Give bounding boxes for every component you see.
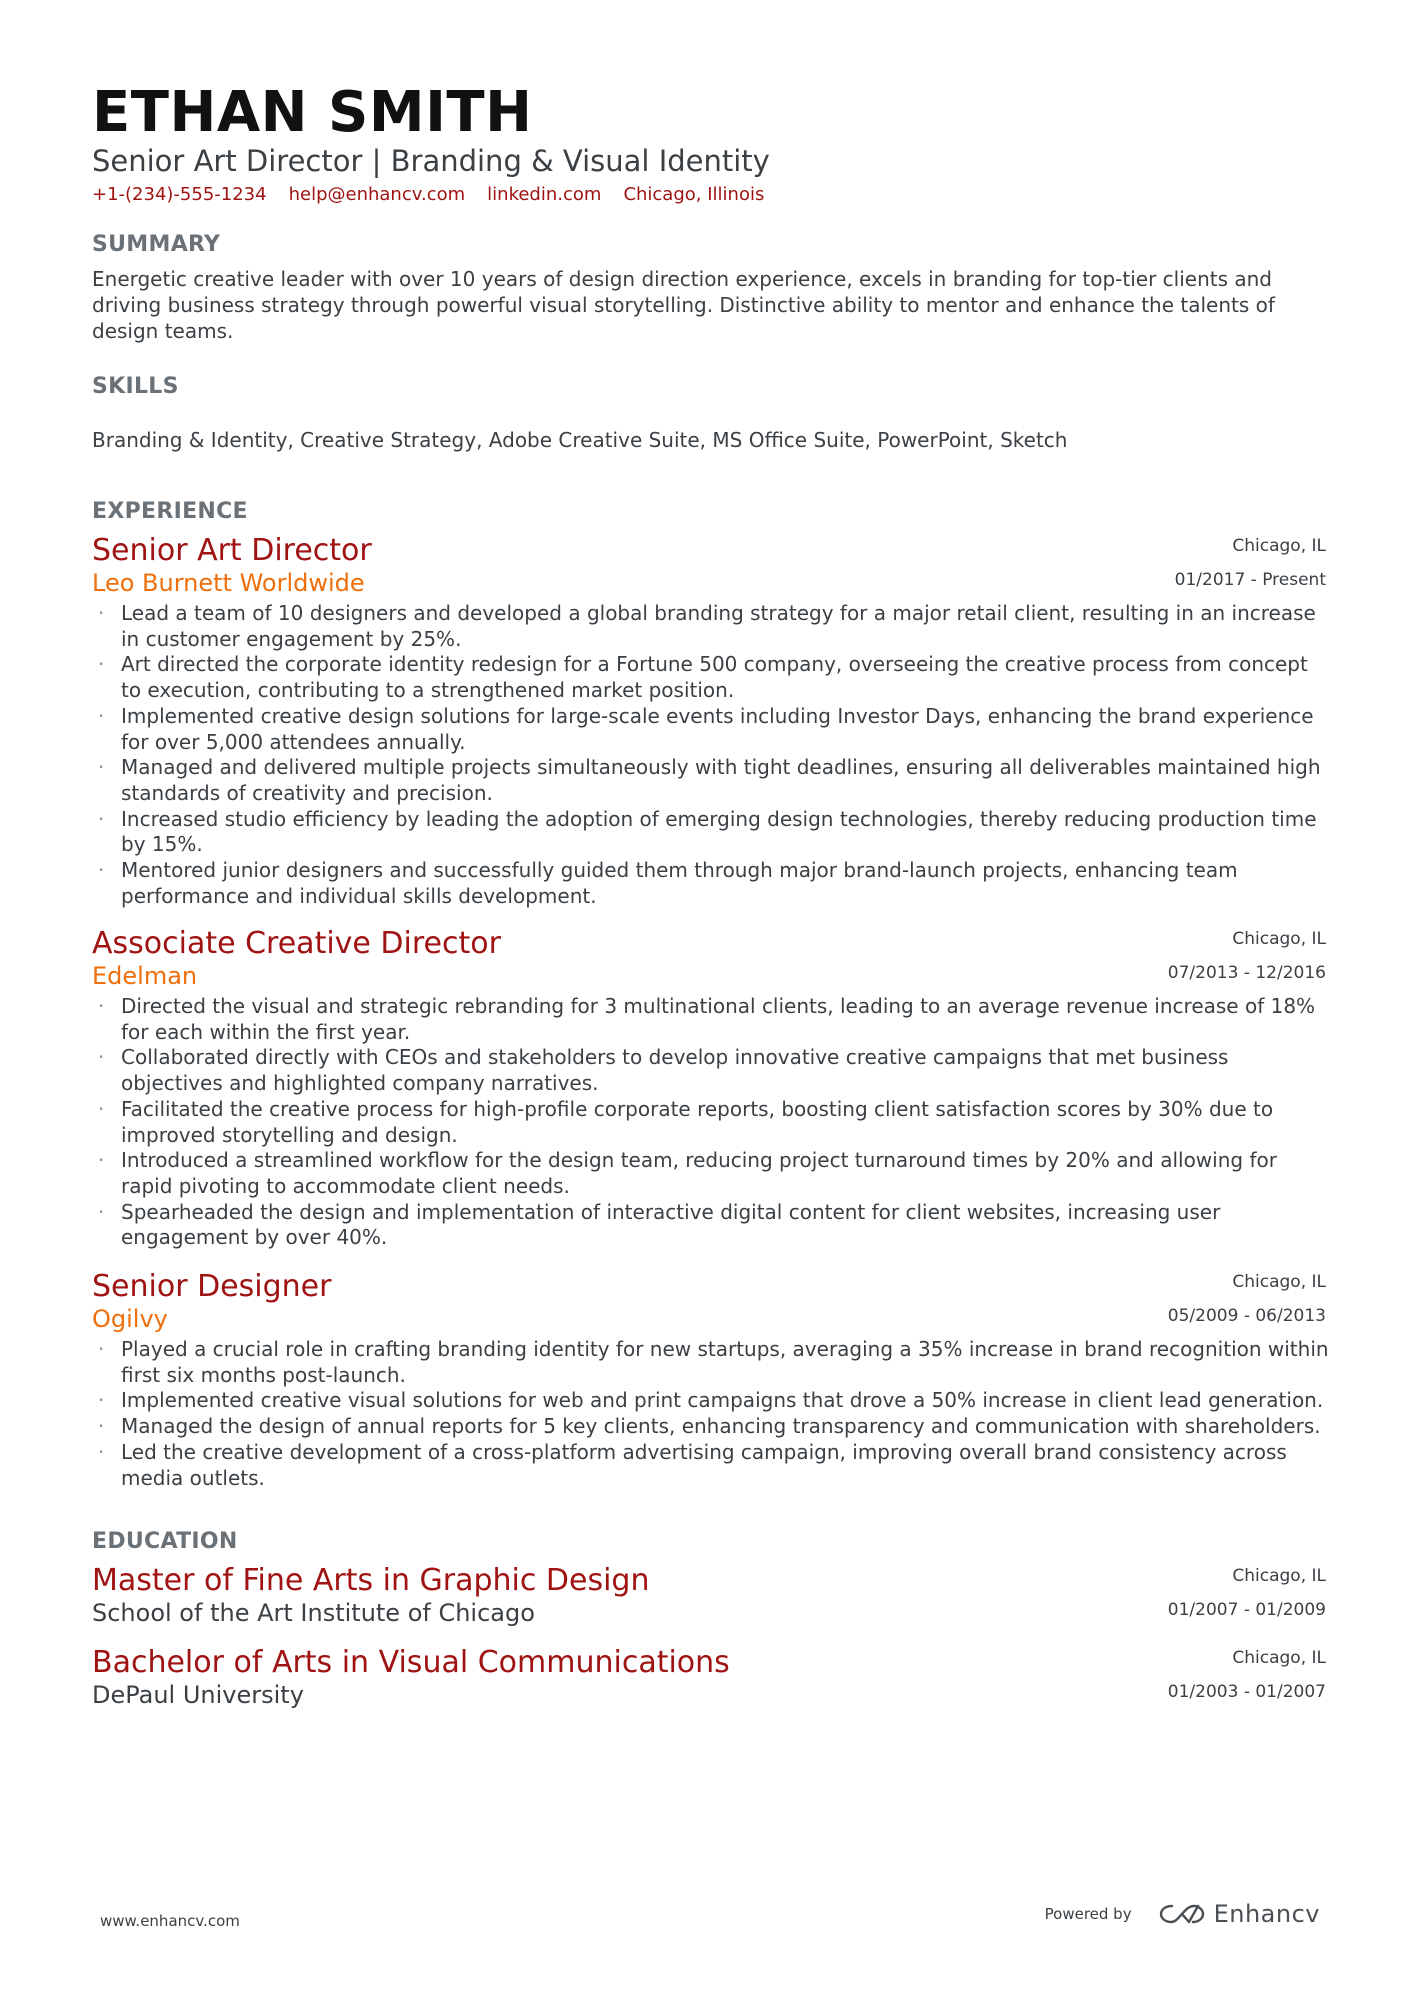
bullet-dot-icon: · [98,652,105,677]
enhancv-logo-icon [1158,1902,1206,1926]
job-company: Leo Burnett Worldwide [92,569,365,597]
job-company: Edelman [92,962,198,990]
skills-heading: SKILLS [92,374,179,399]
bullet-dot-icon: · [98,1388,105,1413]
education-dates: 01/2003 - 01/2007 [1167,1682,1326,1702]
job-location: Chicago, IL [1232,536,1326,556]
contact-phone[interactable]: +1-(234)-555-1234 [92,184,267,205]
summary-heading: SUMMARY [92,232,221,257]
contact-linkedin[interactable]: linkedin.com [487,184,602,205]
education-dates: 01/2007 - 01/2009 [1167,1600,1326,1620]
experience-heading: EXPERIENCE [92,499,248,524]
education-entry [92,1646,1326,1710]
bullet-dot-icon: · [98,1199,105,1224]
education-location: Chicago, IL [1232,1648,1326,1668]
experience-entry [92,927,1326,1251]
bullet-item: · Mentored junior designers and successfully guided them through major brand-launch projects, enhancing team performance and individual skills development. [98,858,1238,908]
contact-email[interactable]: help@enhancv.com [288,184,466,205]
footer-website[interactable]: www.enhancv.com [100,1912,240,1930]
job-dates: 07/2013 - 12/2016 [1167,963,1326,983]
skills-text: Branding & Identity, Creative Strategy, Adobe Creative Suite, MS Office Suite, PowerPoint, Sketch [92,428,1068,452]
bullet-item: · Implemented creative visual solutions for web and print campaigns that drove a 50% increase in client lead generation. [98,1388,1324,1413]
experience-entry [92,534,1326,909]
bullet-dot-icon: · [98,1096,105,1121]
bullet-item: · Lead a team of 10 designers and developed a global branding strategy for a major retail client, resulting in an increase in customer engagement by 25%. [98,601,1316,651]
bullet-item: · Played a crucial role in crafting branding identity for new startups, averaging a 35% increase in brand recognition within first six months post-launch. [98,1337,1329,1387]
bullet-dot-icon: · [98,1439,105,1464]
bullet-dot-icon: · [98,1414,105,1439]
bullet-item: · Facilitated the creative process for high-profile corporate reports, boosting client satisfaction scores by 30% due to improved storytelling and design. [98,1096,1274,1147]
bullet-item: · Introduced a streamlined workflow for the design team, reducing project turnaround times by 20% and allowing for rapid pivoting to accommodate client needs. [98,1148,1277,1198]
education-location: Chicago, IL [1232,1566,1326,1586]
bullet-dot-icon: · [98,1148,105,1173]
candidate-headline: Senior Art Director | Branding & Visual Identity [92,144,770,178]
brand-name: Enhancv [1213,1900,1320,1928]
job-bullets [92,601,1332,909]
job-location: Chicago, IL [1232,929,1326,949]
enhancv-logo[interactable] [1158,1900,1320,1928]
candidate-name: ETHAN SMITH [92,80,533,145]
bullet-item: · Spearheaded the design and implementation of interactive digital content for client websites, increasing user engagement by over 40%. [98,1199,1221,1250]
degree-title: Master of Fine Arts in Graphic Design [92,1563,650,1598]
job-title: Senior Art Director [92,533,372,568]
bullet-dot-icon: · [98,806,105,831]
footer-branding [1045,1900,1320,1928]
bullet-item: · Managed the design of annual reports for 5 key clients, enhancing transparency and communication with shareholders. [98,1414,1321,1439]
bullet-item: · Led the creative development of a cross-platform advertising campaign, improving overall brand consistency across media outlets. [98,1439,1287,1490]
bullet-dot-icon: · [98,858,105,883]
contact-location: Chicago, Illinois [623,184,765,205]
job-title: Senior Designer [92,1269,332,1304]
job-bullets [92,994,1332,1251]
bullet-dot-icon: · [98,601,105,625]
job-company: Ogilvy [92,1305,168,1333]
job-location: Chicago, IL [1232,1272,1326,1292]
bullet-item: · Increased studio efficiency by leading the adoption of emerging design technologies, thereby reducing production time by 15%. [98,806,1317,857]
job-dates: 05/2009 - 06/2013 [1167,1306,1326,1326]
bullet-item: · Art directed the corporate identity redesign for a Fortune 500 company, overseeing the creative process from concept to execution, contributing to a strengthened market position. [98,652,1308,703]
bullet-dot-icon: · [98,755,105,780]
experience-entry [92,1269,1329,1491]
bullet-dot-icon: · [98,1045,105,1070]
bullet-item: · Managed and delivered multiple projects simultaneously with tight deadlines, ensuring all deliverables maintained high standards of creativity and precision. [98,755,1321,805]
bullet-dot-icon: · [98,994,105,1018]
job-dates: 01/2017 - Present [1174,570,1326,590]
powered-by-label: Powered by [1044,1905,1132,1923]
degree-title: Bachelor of Arts in Visual Communications [92,1645,730,1680]
school-name: School of the Art Institute of Chicago [92,1599,535,1627]
education-entry [92,1564,1326,1628]
job-title: Associate Creative Director [92,926,501,961]
bullet-dot-icon: · [98,703,105,728]
bullet-item: · Implemented creative design solutions for large-scale events including Investor Days, enhancing the brand experience for over 5,000 attendees annually. [98,703,1314,754]
contact-row [92,184,764,205]
bullet-dot-icon: · [98,1337,105,1361]
school-name: DePaul University [92,1681,304,1709]
bullet-item: · Directed the visual and strategic rebranding for 3 multinational clients, leading to an average revenue increase of 18% for each within the first year. [98,994,1316,1044]
education-heading: EDUCATION [92,1529,238,1554]
job-bullets [92,1337,1332,1491]
bullet-item: · Collaborated directly with CEOs and stakeholders to develop innovative creative campaigns that met business objectives and highlighted company narratives. [98,1045,1229,1096]
summary-text: Energetic creative leader with over 10 years of design direction experience, excels in branding for top-tier clients and driving business strategy through powerful visual storytelling. Distinctive ability to mentor and enhance the talents of design teams. [92,267,1275,343]
